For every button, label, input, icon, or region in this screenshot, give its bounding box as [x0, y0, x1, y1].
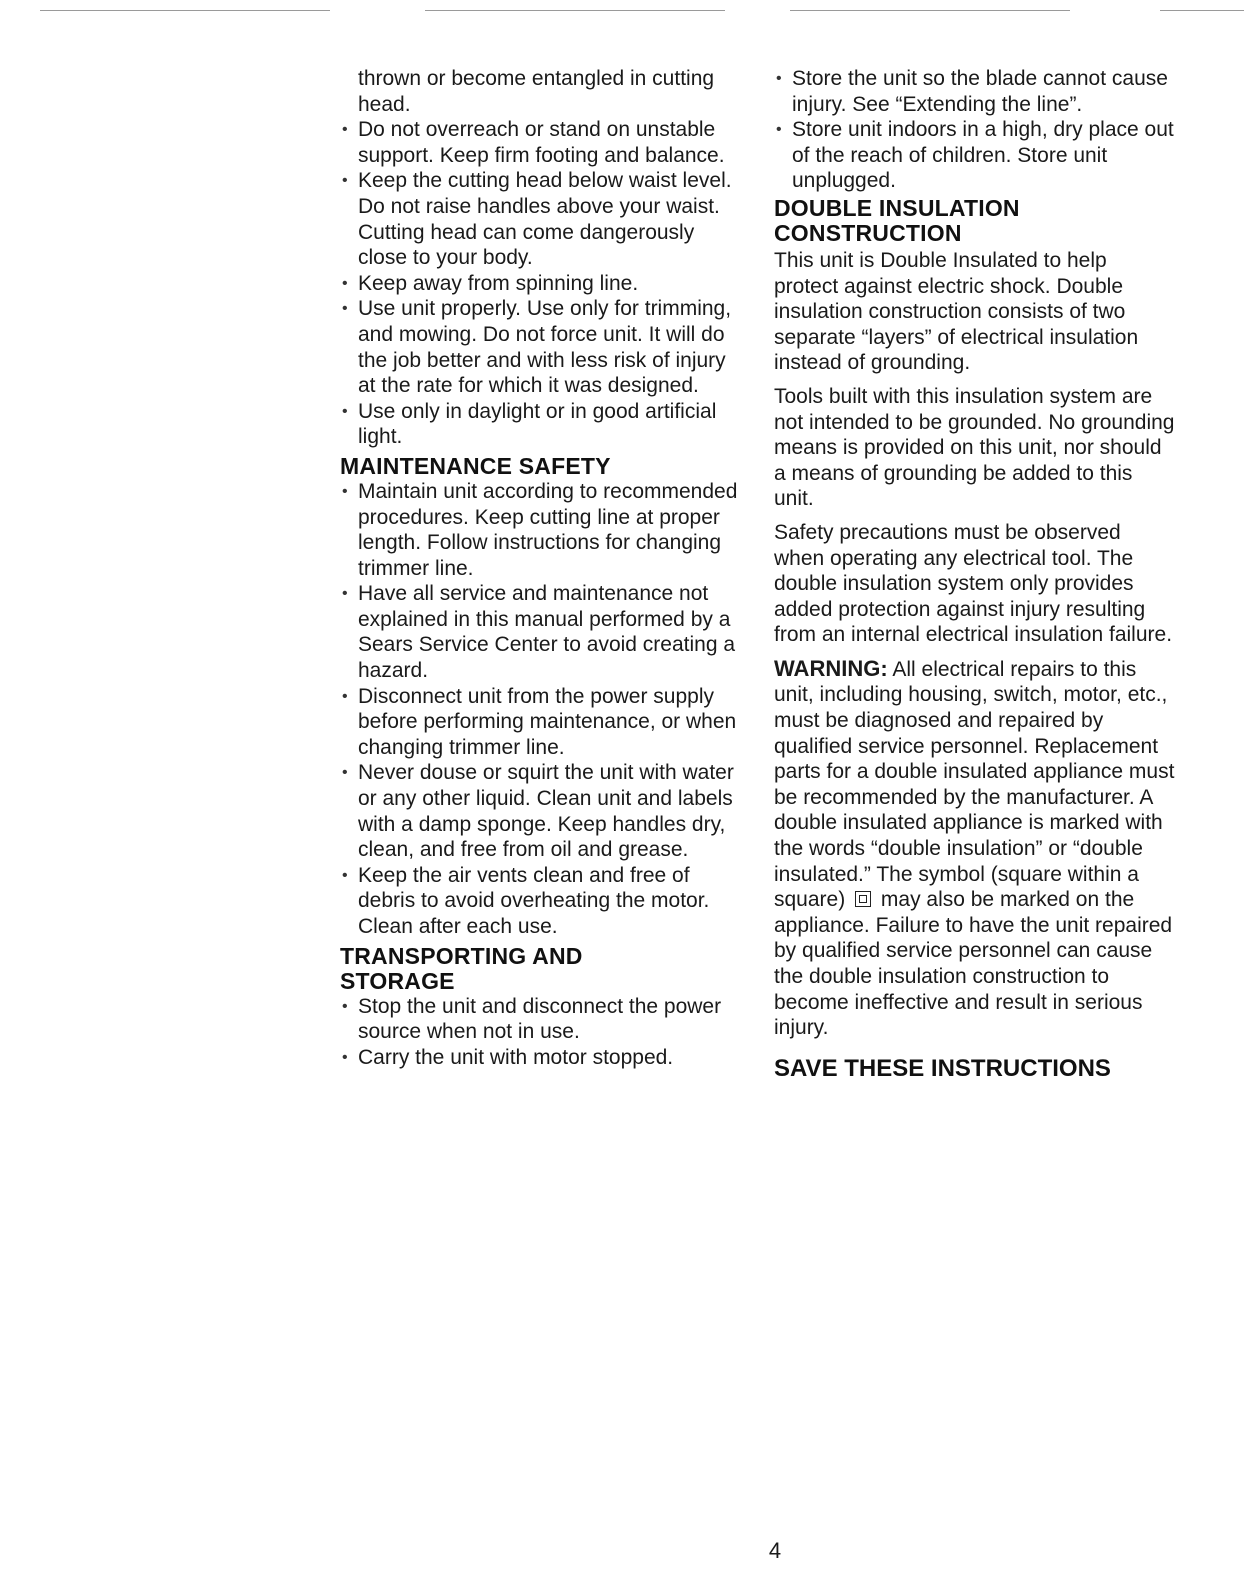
- transporting-storage-list: [340, 994, 740, 1071]
- storage-list: [774, 66, 1176, 194]
- list-item: • Never douse or squirt the unit with water or any other liquid. Clean unit and labels with a damp sponge. Keep handles dry, clean, and free from oil and grease.: [340, 760, 740, 862]
- top-rule-3: [790, 10, 1070, 11]
- maintenance-safety-list: [340, 479, 740, 940]
- left-column: [340, 66, 740, 1070]
- list-item: • Keep away from spinning line.: [340, 271, 740, 297]
- warning-text-b: may also be marked on the appliance. Failure to have the unit repaired by qualified service personnel can cause the double insulation construction to become ineffective and result in serious injury.: [774, 888, 1173, 1040]
- right-column: [774, 66, 1176, 1083]
- warning-paragraph: [774, 656, 1176, 1041]
- top-rule-1: [40, 10, 330, 11]
- double-insulation-heading: DOUBLE INSULATION CONSTRUCTION: [774, 194, 1020, 246]
- save-instructions-heading: SAVE THESE INSTRUCTIONS: [774, 1054, 1111, 1082]
- double-insulation-paragraph-3: Safety precautions must be observed when operating any electrical tool. The double insulation system only provides added protection against injury resulting from an internal electrical insulation failure.: [774, 520, 1173, 647]
- list-item: • Carry the unit with motor stopped.: [340, 1045, 740, 1071]
- maintenance-safety-heading: MAINTENANCE SAFETY: [340, 452, 611, 479]
- list-item: • Store unit indoors in a high, dry place out of the reach of children. Store unit unplugged.: [774, 117, 1176, 194]
- list-item: • Maintain unit according to recommended procedures. Keep cutting line at proper length. Follow instructions for changing trimmer line.: [340, 479, 740, 581]
- list-item: • Keep the cutting head below waist level. Do not raise handles above your waist. Cutting head can come dangerously close to your body.: [340, 168, 740, 270]
- operation-safety-list: [340, 117, 740, 450]
- top-rule-2: [425, 10, 725, 11]
- list-item: • Disconnect unit from the power supply before performing maintenance, or when changing trimmer line.: [340, 684, 740, 761]
- warning-label: WARNING:: [774, 655, 888, 681]
- list-item: • Do not overreach or stand on unstable support. Keep firm footing and balance.: [340, 117, 740, 168]
- list-item: • Have all service and maintenance not explained in this manual performed by a Sears Service Center to avoid creating a hazard.: [340, 581, 740, 683]
- top-rule-4: [1160, 10, 1244, 11]
- list-item: • Keep the air vents clean and free of debris to avoid overheating the motor. Clean after each use.: [340, 863, 740, 940]
- double-insulation-paragraph-2: Tools built with this insulation system are not intended to be grounded. No grounding means is provided on this unit, nor should a means of grounding be added to this unit.: [774, 384, 1175, 511]
- warning-text-a: All electrical repairs to this unit, including housing, switch, motor, etc., must be diagnosed and repaired by qualified service personnel. Replacement parts for a double insulated appliance must be recommended by the manufacturer. A double insulated appliance is marked with the words “double insulation” or “double insulated.” The symbol (square within a square): [774, 657, 1175, 912]
- list-item: • Use only in daylight or in good artificial light.: [340, 399, 740, 450]
- list-item: • Store the unit so the blade cannot cause injury. See “Extending the line”.: [774, 66, 1176, 117]
- double-insulation-symbol-icon: [855, 891, 871, 907]
- double-insulation-paragraph-1: This unit is Double Insulated to help protect against electric shock. Double insulation construction consists of two separate “layers” of electrical insulation instead of grounding.: [774, 248, 1139, 375]
- transporting-storage-heading: TRANSPORTING AND STORAGE: [340, 942, 583, 994]
- list-item: • Stop the unit and disconnect the power source when not in use.: [340, 994, 740, 1045]
- continuation-text: thrown or become entangled in cutting head.: [358, 67, 715, 116]
- page-number: 4: [768, 1538, 782, 1563]
- list-item: • Use unit properly. Use only for trimming, and mowing. Do not force unit. It will do the job better and with less risk of injury at the rate for which it was designed.: [340, 296, 740, 398]
